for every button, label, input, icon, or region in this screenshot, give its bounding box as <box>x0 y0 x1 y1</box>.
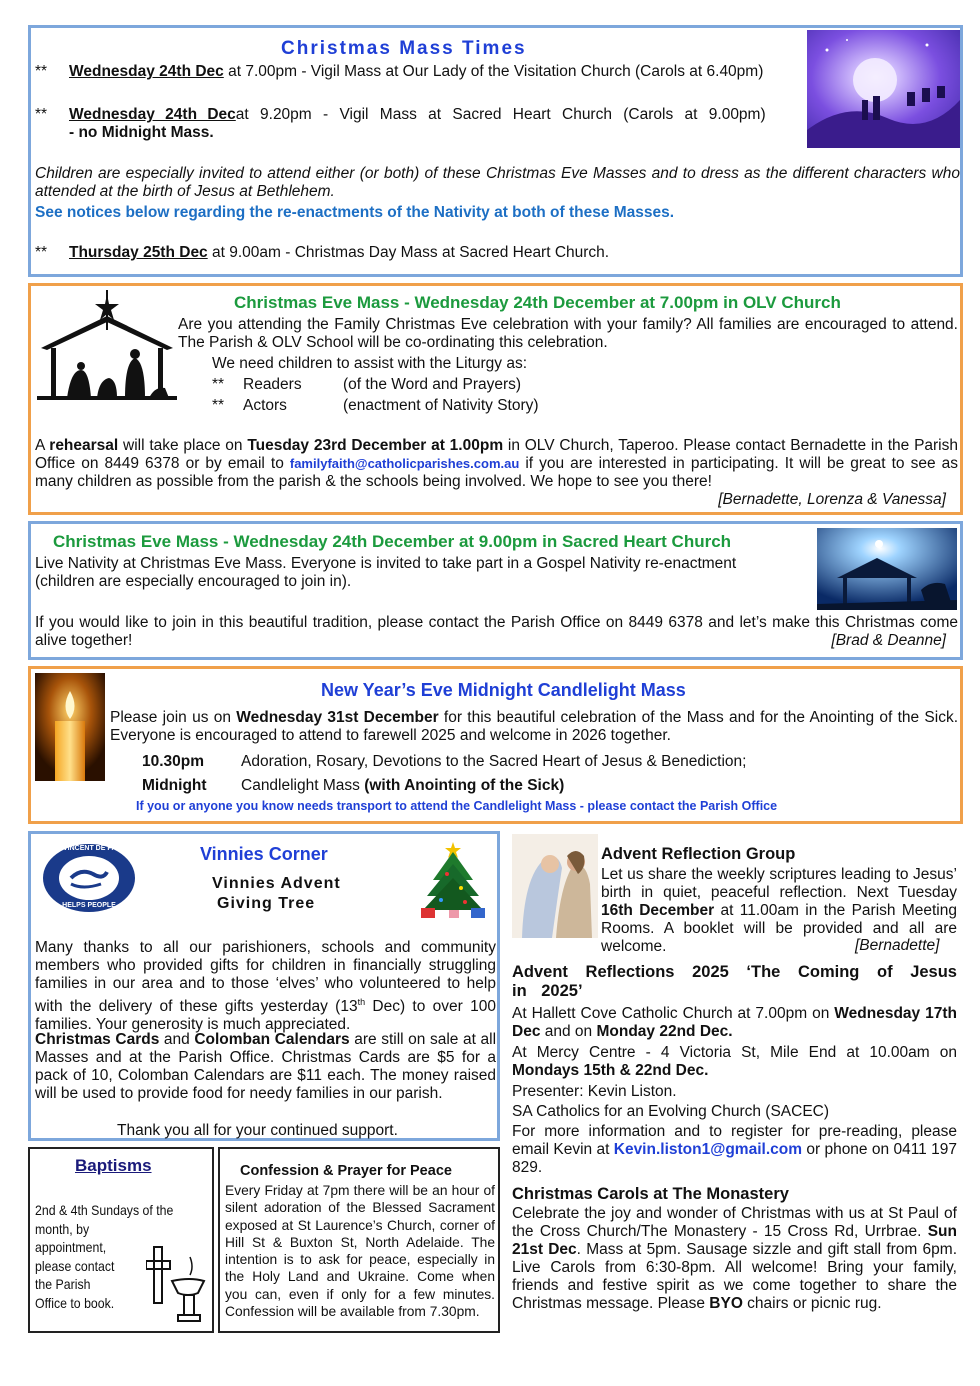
advent-group-signature: [Bernadette] <box>855 937 940 954</box>
schedule-row: Midnight Candlelight Mass (with Anointing of the Sick) <box>142 777 565 794</box>
sacred-heart-signature: [Brad & Deanne] <box>831 632 946 649</box>
nativity-silhouette-image <box>37 290 177 402</box>
vinnies-closing: Thank you all for your continued support. <box>117 1122 398 1139</box>
vinnies-box <box>28 831 500 1141</box>
sacred-heart-p2: If you would like to join in this beautiful tradition, please contact the Parish Office on 8449 6378 and let’s make this Christmas come alive together! <box>35 614 958 649</box>
advent-2025-more: For more information and to register for pre-reading, please email Kevin at Kevin.liston1@gmail.com or phone on 0411 197 829. <box>512 1123 957 1176</box>
confession-title: Confession & Prayer for Peace <box>240 1163 452 1179</box>
live-nativity-image <box>817 528 957 610</box>
olv-role: ** Actors (enactment of Nativity Story) <box>212 397 539 414</box>
new-year-intro: Please join us on Wednesday 31st December for this beautiful celebration of the Mass and for the Anointing of the Sick. Everyone is encouraged to attend to farewell 2025 and welcome in 2026 together. <box>110 709 958 744</box>
olv-rehearsal: A rehearsal will take place on Tuesday 23rd December at 1.00pm in OLV Church, Taperoo. Please contact Bernadette in the Parish Office on 8449 6378 or by email to familyfaith@catholicparishes.com.au if you are interested in participating. It will be great to see as many children as possible from the parish & the schools being involved. We hope to see you there! <box>35 437 959 490</box>
mass-times-box <box>28 25 963 277</box>
transport-note: If you or anyone you know needs transport to attend the Candlelight Mass - please contact the Parish Office <box>136 799 778 813</box>
baptism-font-image <box>146 1237 208 1323</box>
mass-time-item: ** Wednesday 24th Dec at 7.00pm - Vigil Mass at Our Lady of the Visitation Church (Carols at 6.40pm) <box>35 63 764 80</box>
sacred-heart-p1: Live Nativity at Christmas Eve Mass. Everyone is invited to take part in a Gospel Nativity re-enactment (children are especially encouraged to join in). <box>35 555 737 590</box>
kevin-email-link[interactable]: Kevin.liston1@gmail.com <box>613 1141 802 1158</box>
vinnies-thanks-paragraph: Many thanks to all our parishioners, schools and community members who provided gifts for children in financially struggling families in our area and to those ‘elves’ who volunteered to help with the delivery of these gifts yesterday (13th Dec) to over 100 families. Your generosity is much appreciated. <box>35 939 496 1034</box>
advent-2025-title: Advent Reflections 2025 ‘The Coming of Jesus in 2025’ <box>512 963 957 1000</box>
olv-signature: [Bernadette, Lorenza & Vanessa] <box>718 491 946 508</box>
baptisms-title: Baptisms <box>75 1156 152 1175</box>
new-year-title: New Year’s Eve Midnight Candlelight Mass <box>321 680 686 700</box>
baptisms-box <box>28 1147 214 1333</box>
see-notices: See notices below regarding the re-enactments of the Nativity at both of these Masses. <box>35 204 675 221</box>
advent-2025-org: SA Catholics for an Evolving Church (SACEC) <box>512 1103 830 1120</box>
schedule-row: 10.30pm Adoration, Rosary, Devotions to the Sacred Heart of Jesus & Benediction; <box>142 753 747 770</box>
mary-joseph-image <box>512 834 598 938</box>
vinnies-logo-top-text: ST VINCENT DE PAUL <box>52 845 126 852</box>
sacred-heart-box <box>28 521 963 660</box>
advent-group-text: Let us share the weekly scriptures leading to Jesus’ birth in quiet, peaceful reflection. Next Tuesday 16th December at 11.00am in the Parish Meeting Rooms. A booklet will be provided and all are welcome. <box>601 866 957 955</box>
vinnies-subtitle: Giving Tree <box>217 895 316 912</box>
vinnies-logo-bottom-text: HELPS PEOPLE <box>62 902 116 909</box>
olv-email-link[interactable]: familyfaith@catholicparishes.com.au <box>289 456 520 471</box>
mass-time-item: ** Wednesday 24th Dec at 9.20pm - Vigil Mass at Sacred Heart Church (Carols at 9.00pm) - no Midnight Mass. <box>35 106 766 141</box>
olv-intro: Are you attending the Family Christmas Eve celebration with your family? All families are encouraged to attend. The Parish & OLV School will be co-ordinating this celebration. <box>178 316 958 351</box>
christmas-tree-image <box>417 840 489 920</box>
candle-image <box>35 673 105 781</box>
mass-times-title: Christmas Mass Times <box>281 38 527 59</box>
advent-2025-hallett: At Hallett Cove Catholic Church at 7.00pm on Wednesday 17th Dec and on Monday 22nd Dec. <box>512 1005 957 1040</box>
confession-text: Every Friday at 7pm there will be an hour of silent adoration of the Blessed Sacrament exposed at St Laurence’s Church, corner of Hill St & Buxton St, North Adelaide. The intention is to ask for peace, especially in the Holy Land and Ukraine. Come when you can, even if only for a few minutes. Confession will be available from 7.30pm. <box>225 1183 495 1320</box>
olv-need: We need children to assist with the Liturgy as: <box>212 355 528 372</box>
advent-2025-presenter: Presenter: Kevin Liston. <box>512 1083 677 1100</box>
olv-title: Christmas Eve Mass - Wednesday 24th December at 7.00pm in OLV Church <box>234 293 841 312</box>
children-note: Children are especially invited to attend either (or both) of these Christmas Eve Masses and to dress as the different characters who attended at the birth of Jesus at Bethlehem. <box>35 165 960 200</box>
new-year-box <box>28 666 963 824</box>
baptisms-text: 2nd & 4th Sundays of the month, by appointment, please contact the Parish Office to book. <box>35 1202 174 1311</box>
carols-text: Celebrate the joy and wonder of Christmas with us at St Paul of the Cross Church/The Monastery - 15 Cross Rd, Urrbrae. Sun 21st Dec. Mass at 5pm. Sausage sizzle and gift stall from 6pm. Live Carols from 6:30-8pm. All welcome! Bring your family, friends and festive spirit as we come together to share the Christmas message. Please BYO chairs or picnic rug. <box>512 1205 958 1312</box>
olv-mass-box <box>28 283 963 515</box>
mass-time-item: ** Thursday 25th Dec at 9.00am - Christmas Day Mass at Sacred Heart Church. <box>35 244 610 261</box>
vinnies-title: Vinnies Corner <box>200 844 328 864</box>
vinnies-subtitle: Vinnies Advent <box>212 875 341 892</box>
confession-box <box>218 1147 500 1333</box>
olv-role: ** Readers (of the Word and Prayers) <box>212 376 522 393</box>
vinnies-sale-paragraph: Christmas Cards and Colomban Calendars are still on sale at all Masses and at the Parish Office. Christmas Cards are $5 for a pack of 10, Colomban Calendars are $11 each. The money raised will be used to provide food for needy families in our parish. <box>35 1031 497 1102</box>
carols-title: Christmas Carols at The Monastery <box>512 1185 789 1203</box>
vinnies-logo <box>41 842 137 914</box>
nativity-night-image <box>807 30 960 148</box>
advent-2025-mercy: At Mercy Centre - 4 Victoria St, Mile End at 10.00am on Mondays 15th & 22nd Dec. <box>512 1044 957 1079</box>
sacred-heart-title: Christmas Eve Mass - Wednesday 24th December at 9.00pm in Sacred Heart Church <box>53 532 732 551</box>
advent-group-title: Advent Reflection Group <box>601 845 796 863</box>
